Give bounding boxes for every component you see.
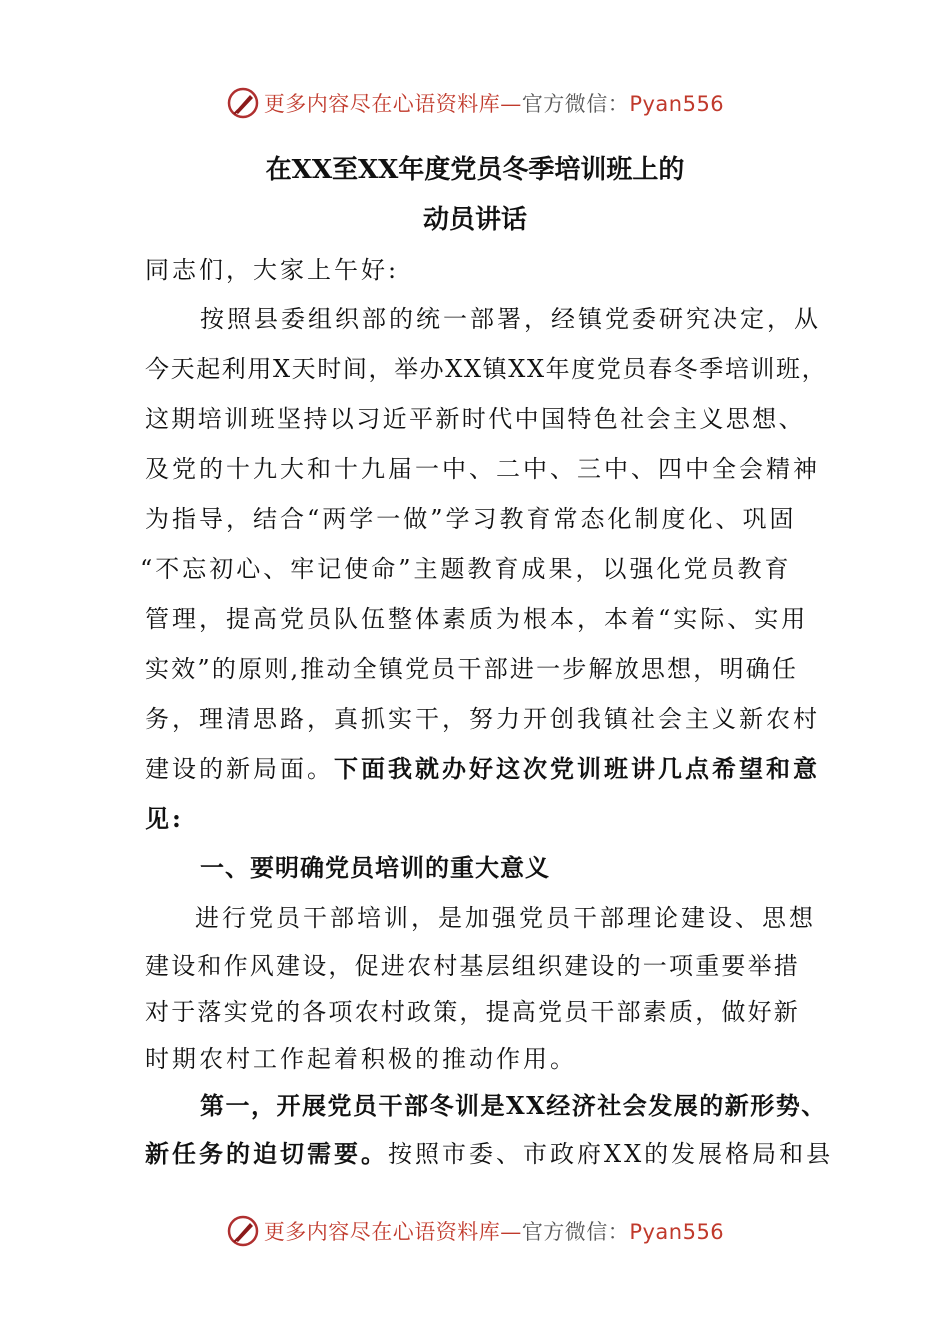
greeting: 同志们，大家上午好: [145, 256, 400, 284]
document-title-line1: 在XX至XX年度党员冬季培训班上的 [265, 155, 685, 185]
paragraph-line: 建设的新局面。下面我就办好这次党训班讲几点希望和意 [145, 754, 820, 783]
paragraph-line: 新任务的迫切需要。按照市委、市政府XX的发展格局和县 [145, 1139, 834, 1168]
pen-quill-icon [226, 86, 260, 120]
paragraph-line: 时期农村工作起着积极的推动作用。 [145, 1045, 577, 1073]
paragraph-line: 进行党员干部培训，是加强党员干部理论建设、思想 [195, 904, 816, 932]
paragraph-line: 实效”的原则,推动全镇党员干部进一步解放思想，明确任 [145, 655, 799, 683]
watermark-text: 更多内容尽在心语资料库—官方微信：Pyan556 [263, 92, 725, 116]
paragraph-line: 今天起利用X天时间，举办XX镇XX年度党员春冬季培训班， [145, 355, 828, 383]
paragraph-line: 这期培训班坚持以习近平新时代中国特色社会主义思想、 [145, 405, 805, 433]
paragraph-line: 及党的十九大和十九届一中、二中、三中、四中全会精神 [145, 455, 820, 483]
pen-quill-icon [226, 1214, 260, 1248]
paragraph-line: 第一，开展党员干部冬训是XX经济社会发展的新形势、 [200, 1091, 827, 1120]
paragraph-line: 对于落实党的各项农村政策，提高党员干部素质，做好新 [145, 998, 800, 1026]
paragraph-line: 见: [145, 804, 184, 833]
section-heading: 一、要明确党员培训的重大意义 [200, 853, 550, 882]
paragraph-line: 务，理清思路，真抓实干，努力开创我镇社会主义新农村 [145, 705, 820, 733]
paragraph-line: 按照县委组织部的统一部署，经镇党委研究决定，从 [200, 305, 821, 333]
document-title-line2: 动员讲话 [422, 205, 527, 235]
paragraph-line: “不忘初心、牢记使命”主题教育成果，以强化党员教育 [140, 555, 792, 583]
paragraph-line: 为指导，结合“两学一做”学习教育常态化制度化、巩固 [145, 505, 797, 533]
paragraph-line: 管理，提高党员队伍整体素质为根本，本着“实际、实用 [145, 605, 809, 633]
header-watermark-banner [0, 78, 950, 128]
paragraph-line: 建设和作风建设，促进农村基层组织建设的一项重要举措 [145, 952, 800, 980]
footer-watermark-banner [0, 1206, 950, 1256]
watermark-text: 更多内容尽在心语资料库—官方微信：Pyan556 [263, 1220, 725, 1244]
